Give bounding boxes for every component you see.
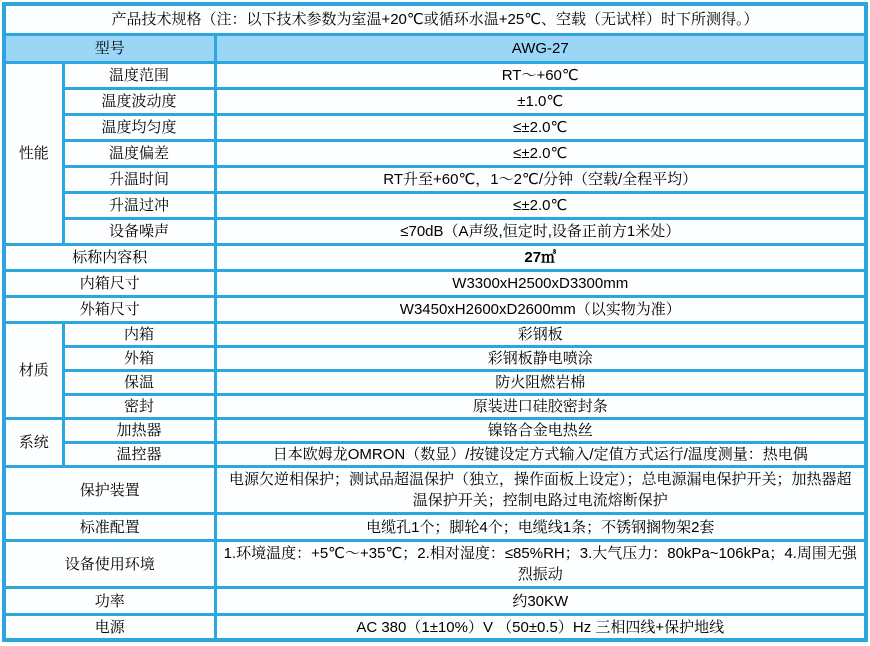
row-label: 保护装置 <box>4 467 215 514</box>
row-label: 保温 <box>63 371 215 395</box>
group-label-performance: 性能 <box>4 63 63 245</box>
table-row <box>4 245 866 271</box>
row-value: 日本欧姆龙OMRON（数显）/按键设定方式输入/定值方式运行/温度测量：热电偶 <box>215 443 866 467</box>
row-label: 升温时间 <box>63 167 215 193</box>
table-row <box>4 89 866 115</box>
row-value: 彩钢板 <box>215 323 866 347</box>
row-label: 温度均匀度 <box>63 115 215 141</box>
row-value: ≤±2.0℃ <box>215 141 866 167</box>
group-label-system: 系统 <box>4 419 63 467</box>
row-value: 电缆孔1个；脚轮4个；电缆线1条；不锈钢搁物架2套 <box>215 514 866 541</box>
table-row <box>4 193 866 219</box>
row-label: 外箱尺寸 <box>4 297 215 323</box>
row-label: 升温过冲 <box>63 193 215 219</box>
row-label: 内箱尺寸 <box>4 271 215 297</box>
table-row <box>4 588 866 615</box>
row-label: 加热器 <box>63 419 215 443</box>
model-label: 型号 <box>4 35 215 63</box>
row-label: 密封 <box>63 395 215 419</box>
row-value: AC 380（1±10%）V （50±0.5）Hz 三相四线+保护地线 <box>215 615 866 641</box>
table-row <box>4 219 866 245</box>
row-label: 设备噪声 <box>63 219 215 245</box>
row-value: 防火阻燃岩棉 <box>215 371 866 395</box>
row-value: RT升至+60℃，1～2℃/分钟（空载/全程平均） <box>215 167 866 193</box>
row-value: 彩钢板静电喷涂 <box>215 347 866 371</box>
row-label: 温度波动度 <box>63 89 215 115</box>
table-row <box>4 297 866 323</box>
group-label-material: 材质 <box>4 323 63 419</box>
table-row <box>4 271 866 297</box>
row-value: 原装进口硅胶密封条 <box>215 395 866 419</box>
table-row <box>4 371 866 395</box>
row-label: 功率 <box>4 588 215 615</box>
table-row <box>4 541 866 588</box>
table-row <box>4 443 866 467</box>
title-row <box>4 4 866 35</box>
row-value: 镍铬合金电热丝 <box>215 419 866 443</box>
row-value: 电源欠逆相保护；测试品超温保护（独立，操作面板上设定）；总电源漏电保护开关；加热器超温保护开关；控制电路过电流熔断保护 <box>215 467 866 514</box>
table-row <box>4 395 866 419</box>
row-label: 温控器 <box>63 443 215 467</box>
table-row <box>4 467 866 514</box>
row-value: 1.环境温度：+5℃～+35℃；2.相对湿度：≤85%RH；3.大气压力：80kPa~106kPa；4.周围无强烈振动 <box>215 541 866 588</box>
spec-table <box>2 2 868 642</box>
row-value: ≤±2.0℃ <box>215 193 866 219</box>
row-value: RT～+60℃ <box>215 63 866 89</box>
table-row <box>4 323 866 347</box>
row-label: 设备使用环境 <box>4 541 215 588</box>
row-label: 温度偏差 <box>63 141 215 167</box>
model-row <box>4 35 866 63</box>
table-row <box>4 347 866 371</box>
row-label: 电源 <box>4 615 215 641</box>
row-value: 27㎥ <box>215 245 866 271</box>
table-row <box>4 63 866 89</box>
row-label: 外箱 <box>63 347 215 371</box>
table-row <box>4 514 866 541</box>
row-label: 温度范围 <box>63 63 215 89</box>
row-label: 标称内容积 <box>4 245 215 271</box>
row-value: 约30KW <box>215 588 866 615</box>
table-row <box>4 615 866 641</box>
table-row <box>4 115 866 141</box>
table-row <box>4 419 866 443</box>
row-label: 标准配置 <box>4 514 215 541</box>
row-value: W3450xH2600xD2600mm（以实物为准） <box>215 297 866 323</box>
row-value: ±1.0℃ <box>215 89 866 115</box>
row-value: W3300xH2500xD3300mm <box>215 271 866 297</box>
spec-title: 产品技术规格（注：以下技术参数为室温+20℃或循环水温+25℃、空载（无试样）时下所测得。） <box>4 4 866 35</box>
table-row <box>4 141 866 167</box>
row-value: ≤±2.0℃ <box>215 115 866 141</box>
table-row <box>4 167 866 193</box>
row-label: 内箱 <box>63 323 215 347</box>
model-value: AWG-27 <box>215 35 866 63</box>
row-value: ≤70dB（A声级,恒定时,设备正前方1米处） <box>215 219 866 245</box>
